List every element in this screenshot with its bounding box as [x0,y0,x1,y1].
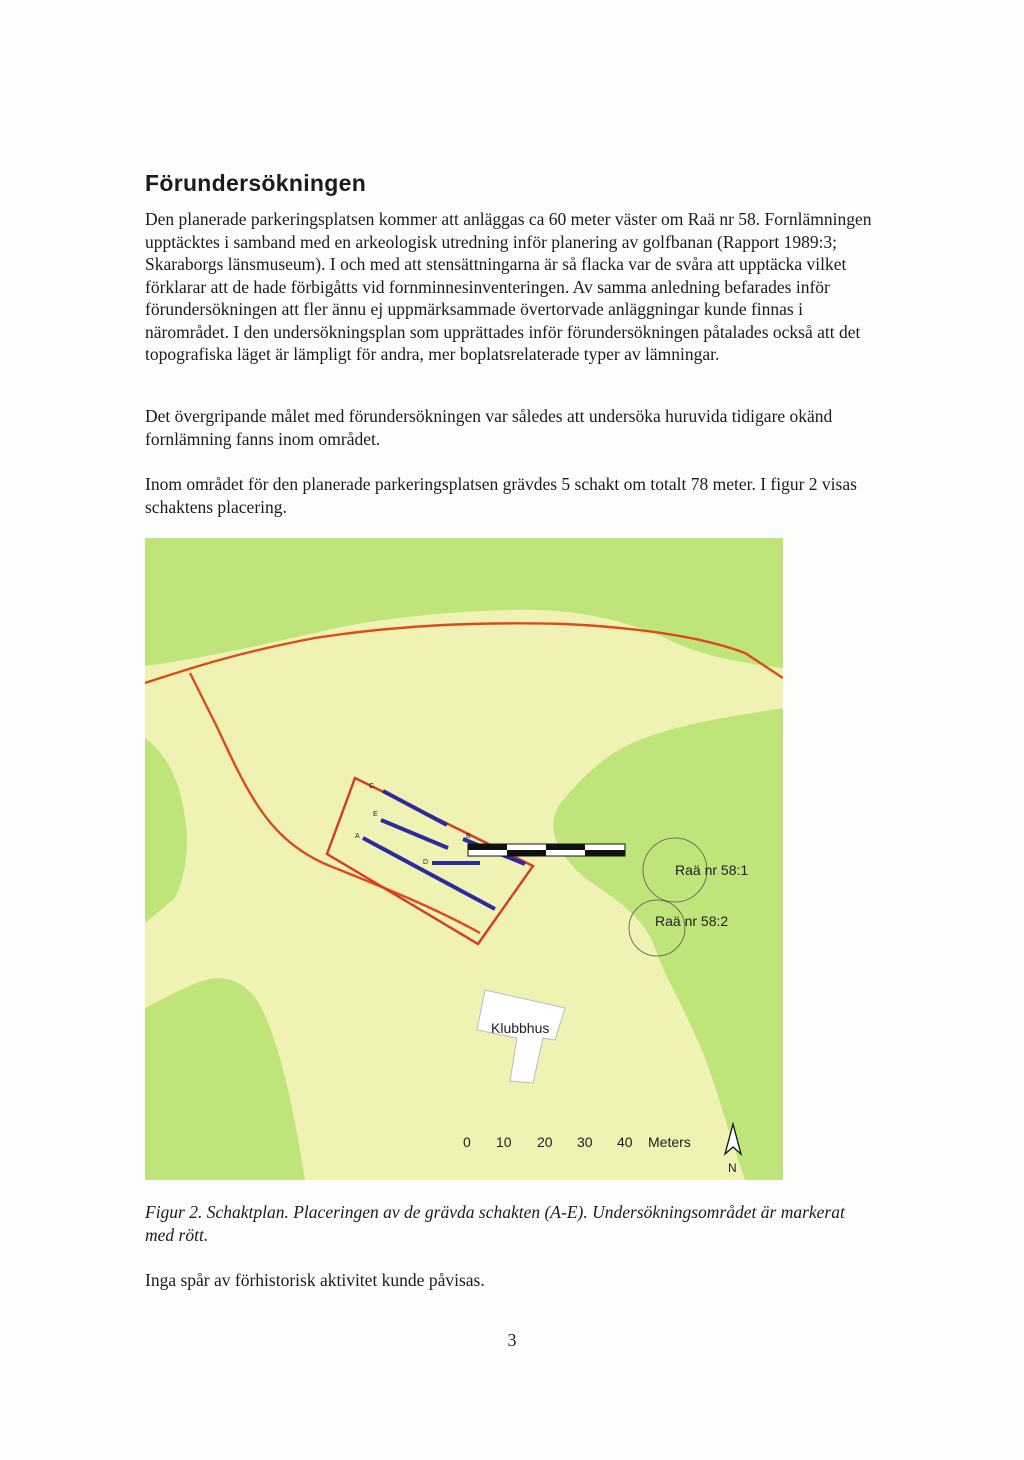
page-number: 3 [507,1330,517,1350]
paragraph-goal: Det övergripande målet med förundersökningen var således att undersöka huruvida tidigare okänd fornlämning fanns inom området. [145,406,833,449]
clubhouse-label: Klubbhus [491,1020,550,1036]
trench-label-e: E [373,811,378,818]
paragraph-conclusion: Inga spår av förhistorisk aktivitet kunde påvisas. [145,1270,485,1290]
trench-label-c: C [369,783,375,790]
scale-tick-30: 30 [577,1134,593,1150]
trench-label-d: D [423,859,429,866]
scale-tick-20: 20 [537,1134,553,1150]
site-label-58-2: Raä nr 58:2 [655,913,729,929]
scale-unit-label: Meters [648,1134,691,1150]
scale-tick-0: 0 [463,1134,471,1150]
figure-caption: Figur 2. Schaktplan. Placeringen av de grävda schakten (A-E). Undersökningsområdet är markerat med rött. [145,1202,845,1245]
paragraph-trenches: Inom området för den planerade parkeringsplatsen grävdes 5 schakt om totalt 78 meter. I figur 2 visas schaktens placering. [145,474,857,517]
trench-label-a: A [355,833,360,840]
trench-label-b: B [466,833,471,840]
site-plan-map [145,538,783,1180]
scale-tick-40: 40 [617,1134,633,1150]
north-label: N [728,1161,737,1175]
scale-bar [468,844,625,856]
site-label-58-1: Raä nr 58:1 [675,862,749,878]
scale-tick-10: 10 [496,1134,512,1150]
paragraph-intro: Den planerade parkeringsplatsen kommer att anläggas ca 60 meter väster om Raä nr 58. Fornlämningen upptäcktes i samband med en arkeologisk utredning inför planering av golfbanan (Rapport 1989:3; Skaraborgs länsmuseum). I och med att stensättningarna är så flacka var de svåra att upptäcka vilket förklarar att de hade förbigåtts vid fornminnesinventeringen. Av samma anledning befarades inför förundersökningen att fler ännu ej uppmärksammade övertorvade anläggningar kunde finnas i närområdet. I den undersökningsplan som upprättades inför förundersökningen påtalades också att det topografiska läget är lämpligt för andra, mer boplatsrelaterade typer av lämningar. [145,209,872,364]
section-heading: Förundersökningen [145,170,367,196]
